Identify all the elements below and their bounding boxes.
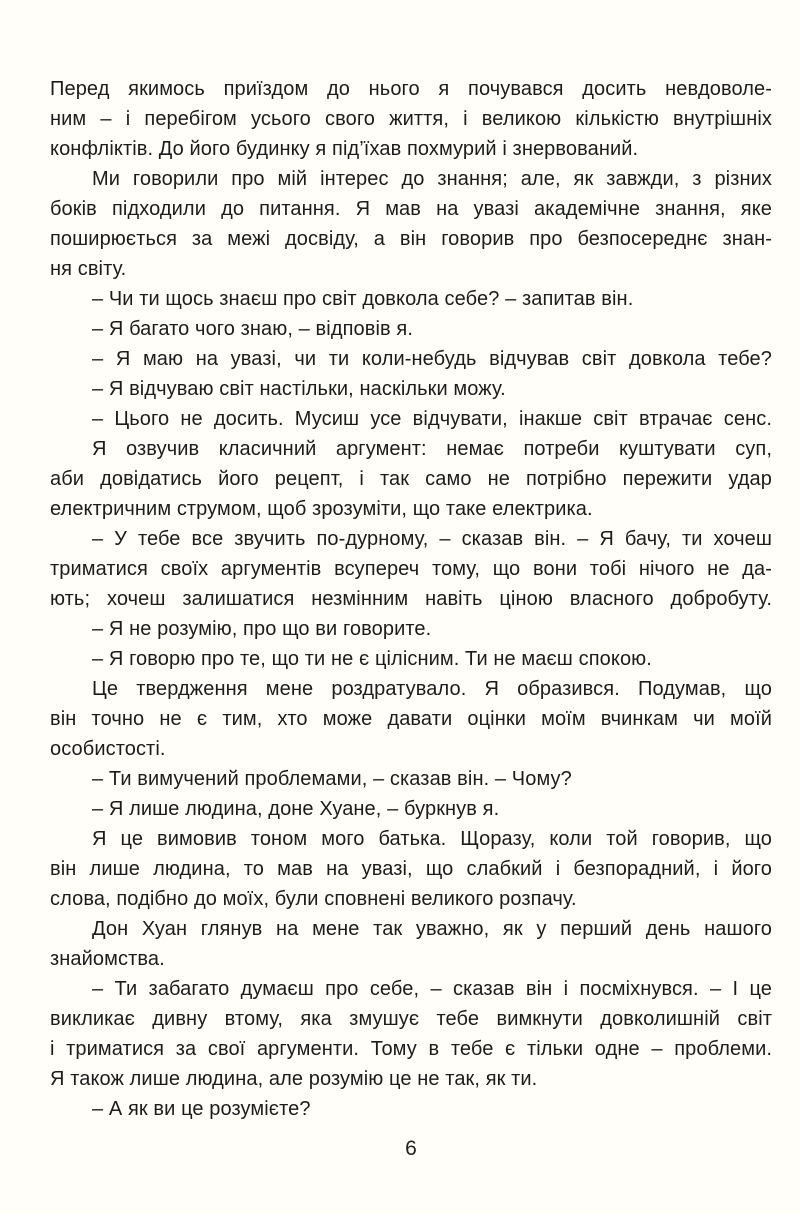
text-line: конфліктів. До його будинку я під’їхав похмурий і знервований.	[50, 138, 639, 160]
text-line: – Ти вимучений проблемами, – сказав він. – Чому?	[92, 768, 572, 790]
text-line: – У тебе все звучить по-дурному, – сказав він. – Я бачу, ти хочеш	[92, 528, 772, 550]
text-line: знайомства.	[50, 948, 165, 970]
text-line: особистості.	[50, 738, 166, 760]
text-line: – Я відчуваю світ настільки, наскільки можу.	[92, 378, 506, 400]
text-line: Дон Хуан глянув на мене так уважно, як у перший день нашого	[92, 918, 772, 940]
text-line: – Я багато чого знаю, – відповів я.	[92, 318, 413, 340]
text-line: Я також лише людина, але розумію це не так, як ти.	[50, 1068, 538, 1090]
text-line: слова, подібно до моїх, були сповнені великого розпачу.	[50, 888, 577, 910]
text-line: Я це вимовив тоном мого батька. Щоразу, коли той говорив, що	[92, 828, 772, 850]
text-line: боків підходили до питання. Я мав на увазі академічне знання, яке	[50, 198, 772, 220]
page-number: 6	[405, 1137, 417, 1160]
text-line: – Я не розумію, про що ви говорите.	[92, 618, 432, 640]
text-line: викликає дивну втому, яка змушує тебе вимкнути довколишній світ	[50, 1008, 772, 1030]
text-line: – Ти забагато думаєш про себе, – сказав він і посміхнувся. – І це	[92, 978, 772, 1000]
text-line: він точно не є тим, хто може давати оцінки моїм вчинкам чи моїй	[50, 708, 772, 730]
text-line: Це твердження мене роздратувало. Я образився. Подумав, що	[92, 678, 772, 700]
text-line: він лише людина, то мав на увазі, що слабкий і безпорадний, і його	[50, 858, 772, 880]
text-line: електричним струмом, щоб зрозуміти, що таке електрика.	[50, 498, 593, 520]
text-line: – А як ви це розумієте?	[92, 1098, 311, 1120]
text-line: – Я лише людина, доне Хуане, – буркнув я.	[92, 798, 500, 820]
text-line: триматися своїх аргументів всупереч тому, що вони тобі нічого не да-	[50, 558, 772, 580]
text-line: – Чи ти щось знаєш про світ довкола себе? – запитав він.	[92, 288, 634, 310]
text-line: Ми говорили про мій інтерес до знання; але, як завжди, з різних	[92, 168, 772, 190]
text-line: – Я говорю про те, що ти не є цілісним. Ти не маєш спокою.	[92, 648, 652, 670]
text-line: аби довідатись його рецепт, і так само не потрібно пережити удар	[50, 468, 772, 490]
text-line: ним – і перебігом усього свого життя, і великою кількістю внутрішніх	[50, 108, 772, 130]
text-line: – Я маю на увазі, чи ти коли-небудь відчував світ довкола тебе?	[92, 348, 772, 370]
text-line: і триматися за свої аргументи. Тому в тебе є тільки одне – проблеми.	[50, 1038, 772, 1060]
text-line: Я озвучив класичний аргумент: немає потреби куштувати суп,	[92, 438, 772, 460]
text-line: ють; хочеш залишатися незмінним навіть ціною власного добробуту.	[50, 588, 772, 610]
text-line: поширюється за межі досвіду, а він говорив про безпосереднє знан-	[50, 228, 772, 250]
text-line: – Цього не досить. Мусиш усе відчувати, інакше світ втрачає сенс.	[92, 408, 772, 430]
page-text	[50, 74, 772, 1124]
text-line: Перед якимось приїздом до нього я почувався досить невдоволе-	[50, 78, 772, 100]
text-line: ня світу.	[50, 258, 127, 280]
